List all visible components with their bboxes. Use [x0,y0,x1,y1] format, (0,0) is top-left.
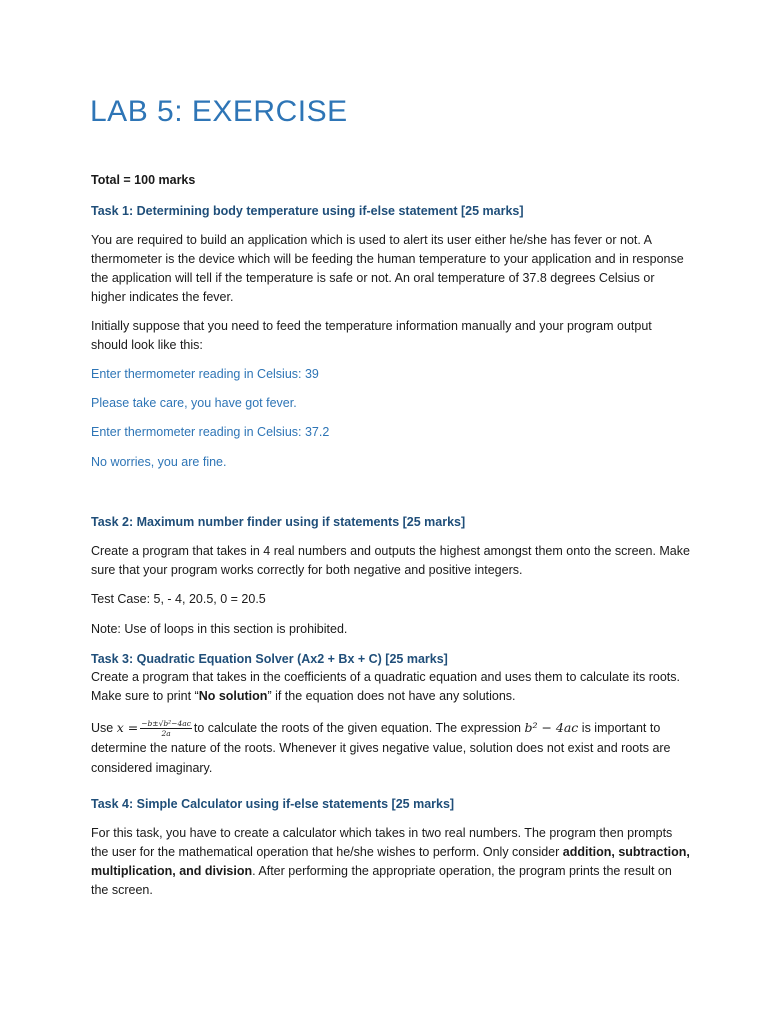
task1-description: You are required to build an application which is used to alert its user either he/she has fever or not. A thermometer is the device which will be feeding the human temperature to your application and in response the application will tell if the temperature is safe or not. An oral temperature of 37.8 degrees Celsius or higher indicates the fever. [91,233,684,304]
task3-description-text-end: ” if the equation does not have any solutions. [267,689,516,703]
task3-description [91,668,691,706]
quadratic-formula-fraction [140,719,192,738]
operations-text: addition, subtraction, multiplication, and division [91,845,690,878]
page-title: LAB 5: EXERCISE [90,95,348,128]
use-label: Use [91,721,114,735]
task2-test-case: Test Case: 5, - 4, 20.5, 0 = 20.5 [91,592,266,606]
formula-text-end: is important to determine the nature of the roots. Whenever it gives negative value, solution does not exist and roots are considered imaginary. [91,721,671,776]
task2-note: Note: Use of loops in this section is prohibited. [91,622,348,636]
task4-description-text-end: . After performing the appropriate operation, the program prints the result on the screen. [91,864,672,897]
task1-sample-output-line: Please take care, you have got fever. [91,396,297,410]
task1-sample-output-line: Enter thermometer reading in Celsius: 37.2 [91,425,330,439]
task4-description [91,824,691,900]
formula-text: to calculate the roots of the given equation. The expression [193,721,521,735]
formula-denominator: 2a [161,729,171,739]
discriminant-expression: b² − 4ac [524,720,579,735]
task3-description-text: Create a program that takes in the coefficients of a quadratic equation and uses them to calculate its roots. Make sure to print “ [91,670,680,703]
formula-numerator: −b±√b²−4ac [141,719,191,729]
task2-heading: Task 2: Maximum number finder using if statements [25 marks] [91,515,466,529]
task3-heading: Task 3: Quadratic Equation Solver (Ax2 + Bx + C) [25 marks] [91,652,448,666]
no-solution-text: No solution [198,689,268,703]
task4-description-text: For this task, you have to create a calculator which takes in two real numbers. The program then prompts the user for the mathematical operation that he/she wishes to perform. Only consider [91,826,673,859]
total-marks: Total = 100 marks [91,173,196,187]
task1-sample-output-line: Enter thermometer reading in Celsius: 39 [91,367,319,381]
task1-sample-output-line: No worries, you are fine. [91,455,227,469]
task3-formula-paragraph [91,718,691,778]
formula-lhs: x = [116,720,139,735]
task2-description: Create a program that takes in 4 real numbers and outputs the highest amongst them onto the screen. Make sure that your program works correctly for both negative and positive integers. [91,544,690,577]
task1-heading: Task 1: Determining body temperature using if-else statement [25 marks] [91,204,524,218]
task1-instruction: Initially suppose that you need to feed the temperature information manually and your program output should look like this: [91,319,652,352]
task4-heading: Task 4: Simple Calculator using if-else statements [25 marks] [91,797,455,811]
